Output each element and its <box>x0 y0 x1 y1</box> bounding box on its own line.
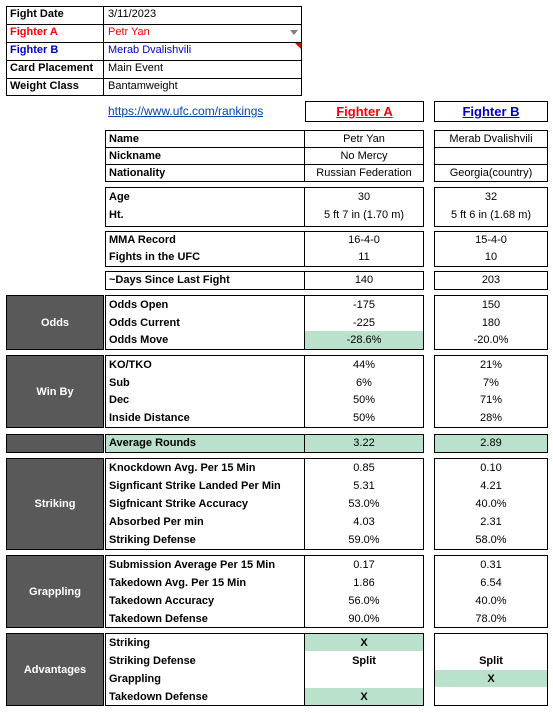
dec-a: 50% <box>352 394 376 406</box>
nickname-a: No Mercy <box>340 150 388 162</box>
card-placement-label: Card Placement <box>10 62 94 74</box>
name-a: Petr Yan <box>343 133 385 145</box>
bio-block-a <box>105 130 424 182</box>
adv-striking-a: X <box>360 637 368 649</box>
sig-strikes-landed-a: 5.31 <box>353 480 375 492</box>
advantages-title: Advantages <box>23 663 87 676</box>
takedown-defense-b: 78.0% <box>475 613 507 625</box>
days-since-label: ~Days Since Last Fight <box>109 274 230 286</box>
submission-avg-b: 0.31 <box>480 559 502 571</box>
knockdown-avg-b: 0.10 <box>480 462 502 474</box>
ko-tko-a: 44% <box>352 359 376 371</box>
grappling-title: Grappling <box>29 585 81 598</box>
submission-avg-label: Submission Average Per 15 Min <box>109 559 276 571</box>
adv-striking-defense-b: Split <box>479 655 503 667</box>
fighter-a-select-value[interactable]: Petr Yan <box>108 26 150 38</box>
ufc-rankings-link[interactable]: https://www.ufc.com/rankings <box>108 104 264 118</box>
sub-a: 6% <box>356 377 372 389</box>
days-since-a: 140 <box>354 274 374 286</box>
days-since-b: 203 <box>481 274 501 286</box>
takedown-accuracy-label: Takedown Accuracy <box>109 595 215 607</box>
odds-current-label: Odds Current <box>109 317 180 329</box>
adv-takedown-defense-label: Takedown Defense <box>109 691 208 703</box>
odds-block-b <box>434 295 548 350</box>
odds-open-a: -175 <box>352 299 376 311</box>
takedown-defense-label: Takedown Defense <box>109 613 208 625</box>
nationality-label: Nationality <box>109 167 166 179</box>
win-by-title: Win By <box>36 385 74 398</box>
odds-move-b: -20.0% <box>473 334 509 346</box>
rounds-block-a <box>105 434 424 453</box>
grappling-section-label <box>6 555 104 628</box>
grappling-block-b <box>434 555 548 628</box>
physical-block-a <box>105 187 424 227</box>
ufc-fights-label: Fights in the UFC <box>109 251 201 263</box>
odds-current-a: -225 <box>352 317 376 329</box>
knockdown-avg-label: Knockdown Avg. Per 15 Min <box>109 462 256 474</box>
rounds-section-label <box>6 434 104 453</box>
absorbed-per-min-a: 4.03 <box>353 516 375 528</box>
weight-class-label: Weight Class <box>10 80 79 92</box>
sub-label: Sub <box>109 377 130 389</box>
takedown-avg-a: 1.86 <box>353 577 375 589</box>
physical-block-b <box>434 187 548 227</box>
adv-striking-defense-label: Striking Defense <box>109 655 196 667</box>
odds-current-b: 180 <box>481 317 501 329</box>
striking-defense-b: 58.0% <box>475 534 507 546</box>
bio-block-b <box>434 130 548 182</box>
takedown-accuracy-b: 40.0% <box>475 595 507 607</box>
knockdown-avg-a: 0.85 <box>353 462 375 474</box>
average-rounds-a: 3.22 <box>353 437 375 449</box>
sig-strikes-landed-label: Signficant Strike Landed Per Min <box>109 480 281 492</box>
odds-open-label: Odds Open <box>109 299 169 311</box>
name-b: Merab Dvalishvili <box>449 133 533 145</box>
win-by-block-b <box>434 355 548 428</box>
advantages-block-b <box>434 633 548 706</box>
fight-date-label: Fight Date <box>10 8 64 20</box>
age-label: Age <box>109 191 130 203</box>
fighter-b-select-value[interactable]: Merab Dvalishvili <box>108 44 192 56</box>
adv-striking-label: Striking <box>109 637 150 649</box>
fighter-b-header-text: Fighter B <box>462 104 520 119</box>
striking-section-label <box>6 458 104 550</box>
absorbed-per-min-label: Absorbed Per min <box>109 516 204 528</box>
odds-title: Odds <box>40 316 70 329</box>
absorbed-per-min-b: 2.31 <box>480 516 502 528</box>
takedown-accuracy-a: 56.0% <box>348 595 380 607</box>
advantages-block-a <box>105 633 424 706</box>
height-a: 5 ft 7 in (1.70 m) <box>323 209 405 221</box>
mma-record-a: 16-4-0 <box>348 234 380 246</box>
chevron-down-icon[interactable] <box>290 30 298 35</box>
inside-distance-b: 28% <box>479 412 503 424</box>
takedown-defense-a: 90.0% <box>348 613 380 625</box>
advantages-section-label <box>6 633 104 706</box>
record-block-b <box>434 231 548 267</box>
adv-striking-defense-a: Split <box>352 655 376 667</box>
win-by-block-a <box>105 355 424 428</box>
fighter-b-label: Fighter B <box>10 44 59 56</box>
fight-date-value[interactable]: 3/11/2023 <box>108 8 157 20</box>
striking-block-b <box>434 458 548 550</box>
ufc-fights-a: 11 <box>358 251 370 263</box>
odds-move-label: Odds Move <box>109 334 169 346</box>
weight-class-value[interactable]: Bantamweight <box>108 80 178 92</box>
average-rounds-label: Average Rounds <box>109 437 197 449</box>
inside-distance-label: Inside Distance <box>109 412 190 424</box>
grappling-block-a <box>105 555 424 628</box>
age-a: 30 <box>357 191 371 203</box>
takedown-avg-b: 6.54 <box>480 577 502 589</box>
card-placement-value[interactable]: Main Event <box>108 62 164 74</box>
ko-tko-label: KO/TKO <box>109 359 152 371</box>
comment-indicator-icon <box>295 43 301 49</box>
fighter-a-header-text: Fighter A <box>336 104 393 119</box>
height-label: Ht. <box>109 209 124 221</box>
fight-info-table <box>6 6 302 96</box>
average-rounds-b: 2.89 <box>480 437 502 449</box>
adv-grappling-label: Grappling <box>109 673 161 685</box>
mma-record-label: MMA Record <box>109 234 176 246</box>
sig-strike-accuracy-label: Sigfnicant Strike Accuracy <box>109 498 248 510</box>
odds-section-label <box>6 295 104 350</box>
submission-avg-a: 0.17 <box>353 559 375 571</box>
days-block-b <box>434 271 548 290</box>
dec-b: 71% <box>479 394 503 406</box>
fighter-a-header <box>305 101 424 122</box>
ufc-fights-b: 10 <box>484 251 498 263</box>
adv-grappling-b: X <box>487 673 495 685</box>
odds-open-b: 150 <box>481 299 501 311</box>
adv-takedown-defense-a: X <box>360 691 368 703</box>
fighter-a-label: Fighter A <box>10 26 58 38</box>
inside-distance-a: 50% <box>352 412 376 424</box>
rounds-block-b <box>434 434 548 453</box>
takedown-avg-label: Takedown Avg. Per 15 Min <box>109 577 247 589</box>
nickname-label: Nickname <box>109 150 161 162</box>
striking-defense-label: Striking Defense <box>109 534 196 546</box>
record-block-a <box>105 231 424 267</box>
striking-defense-a: 59.0% <box>348 534 380 546</box>
nationality-b: Georgia(country) <box>449 167 533 179</box>
sub-b: 7% <box>483 377 499 389</box>
sig-strikes-landed-b: 4.21 <box>480 480 502 492</box>
win-by-section-label <box>6 355 104 428</box>
sig-strike-accuracy-a: 53.0% <box>348 498 380 510</box>
striking-block-a <box>105 458 424 550</box>
age-b: 32 <box>484 191 498 203</box>
divider <box>103 6 104 96</box>
dec-label: Dec <box>109 394 130 406</box>
ko-tko-b: 21% <box>479 359 503 371</box>
name-label: Name <box>109 133 139 145</box>
sig-strike-accuracy-b: 40.0% <box>475 498 507 510</box>
height-b: 5 ft 6 in (1.68 m) <box>450 209 532 221</box>
days-block-a <box>105 271 424 290</box>
mma-record-b: 15-4-0 <box>475 234 507 246</box>
odds-move-a: -28.6% <box>346 334 382 346</box>
nationality-a: Russian Federation <box>316 167 412 179</box>
striking-title: Striking <box>34 498 76 510</box>
fighter-b-header <box>434 101 548 122</box>
odds-block-a <box>105 295 424 350</box>
